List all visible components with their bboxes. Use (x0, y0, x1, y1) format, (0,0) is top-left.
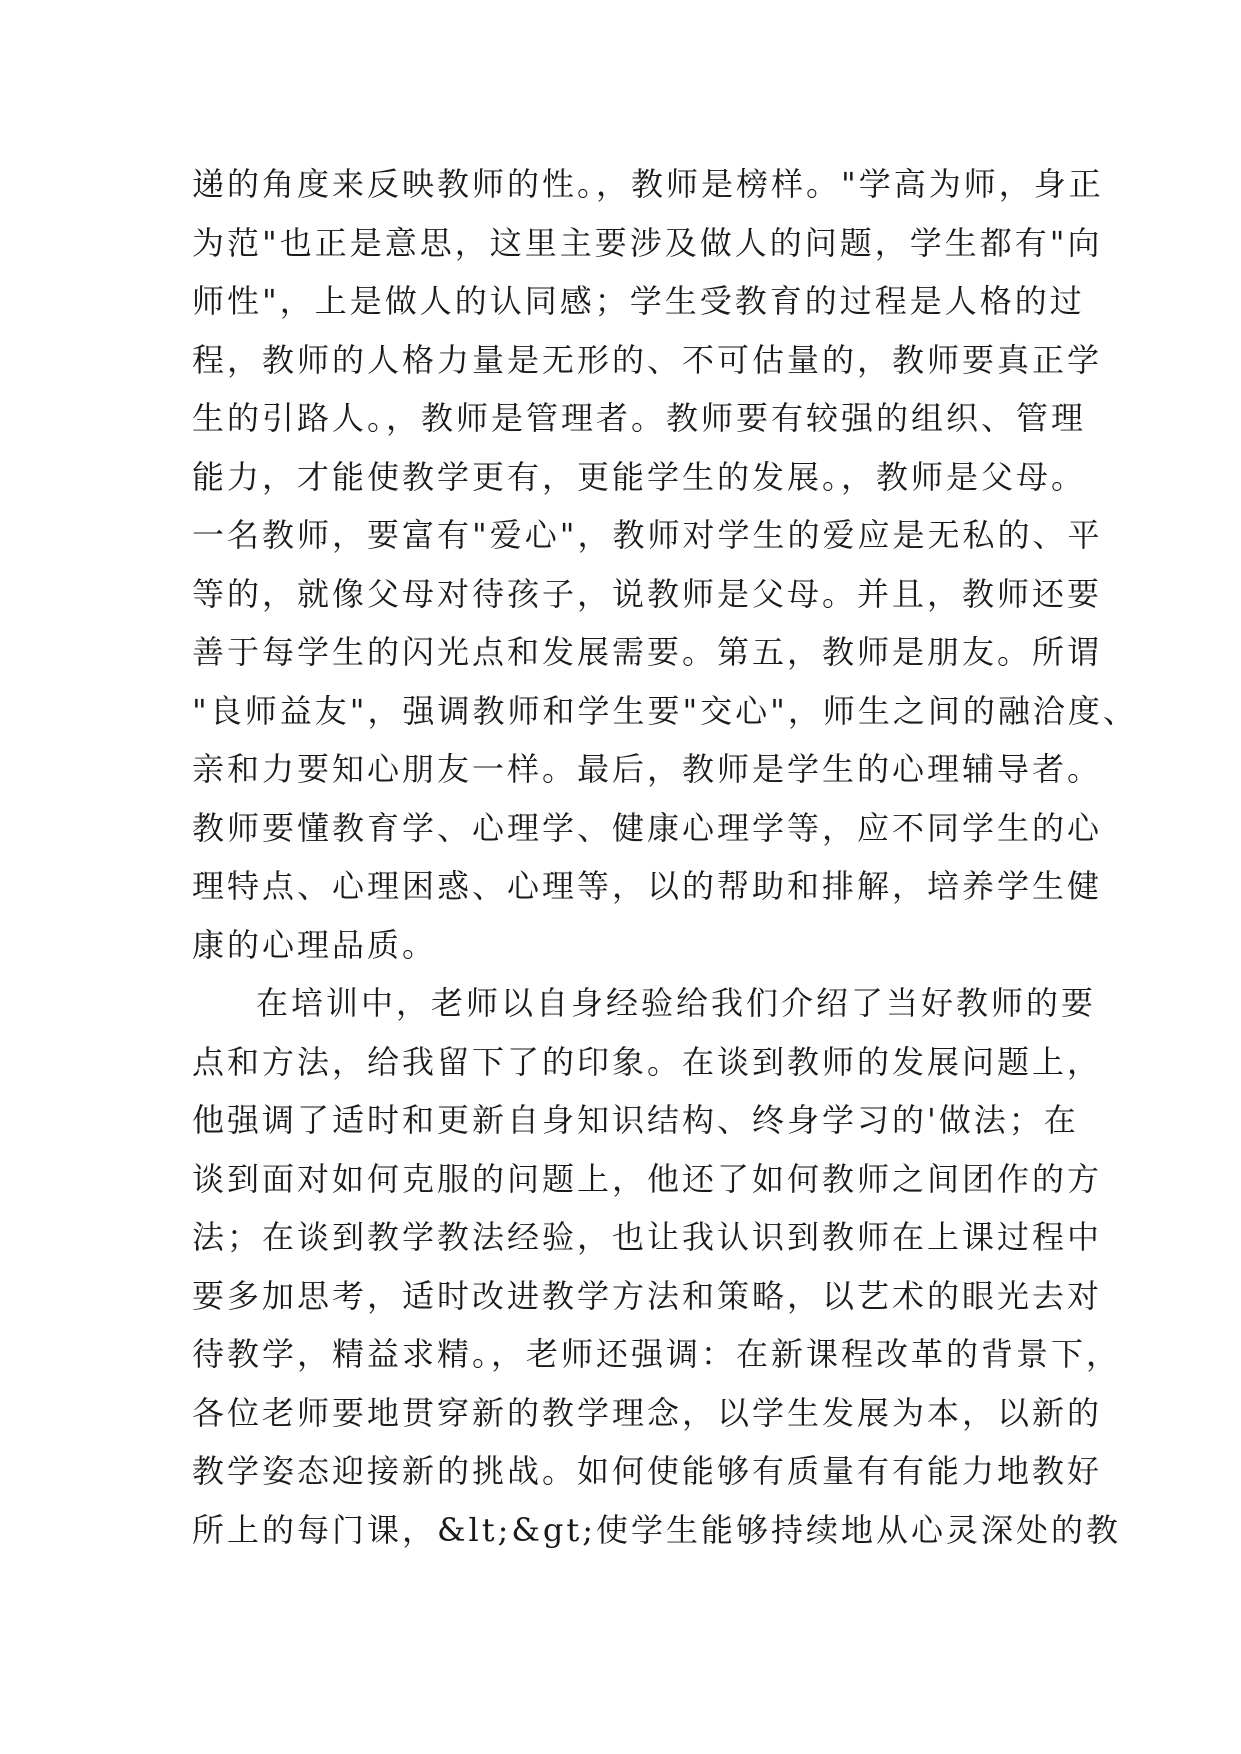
text-line: 亲和力要知心朋友一样。最后，教师是学生的心理辅导者。 (192, 750, 1103, 788)
text-line: 点和方法，给我留下了的印象。在谈到教师的发展问题上， (192, 1042, 1103, 1081)
paragraph-2 (192, 974, 1122, 1559)
text-line: 教学姿态迎接新的挑战。如何使能够有质量有有能力地教好 (192, 1452, 1103, 1490)
text-line: 生的引路人。，教师是管理者。教师要有较强的组织、管理 (192, 399, 1087, 437)
text-line: 康的心理品质。 (192, 925, 438, 964)
text-line: 一名教师，要富有"爱心"，教师对学生的爱应是无私的、平 (192, 516, 1103, 554)
text-line: 他强调了适时和更新自身知识结构、终身学习的'做法；在 (192, 1101, 1079, 1139)
paragraph-1 (192, 155, 1138, 974)
text-line: 谈到面对如何克服的问题上，他还了如何教师之间团作的方 (192, 1159, 1103, 1198)
text-line: 等的，就像父母对待孩子，说教师是父母。并且，教师还要 (192, 574, 1103, 613)
text-line: 师性"，上是做人的认同感；学生受教育的过程是人格的过 (192, 282, 1085, 320)
text-line: 善于每学生的闪光点和发展需要。第五，教师是朋友。所谓 (192, 633, 1103, 671)
text-line: 所上的每门课，&lt;&gt;使学生能够持续地从心灵深处的教 (192, 1510, 1121, 1549)
text-line: 递的角度来反映教师的性。，教师是榜样。"学高为师，身正 (192, 165, 1104, 203)
text-line: 为范"也正是意思，这里主要涉及做人的问题，学生都有"向 (192, 223, 1103, 262)
text-line: 能力，才能使教学更有，更能学生的发展。，教师是父母。 (192, 457, 1087, 496)
body-text (192, 155, 1138, 1559)
text-line: 待教学，精益求精。，老师还强调：在新课程改革的背景下， (192, 1335, 1122, 1373)
text-line: "良师益友"，强调教师和学生要"交心"，师生之间的融洽度、 (192, 691, 1138, 730)
text-line: 要多加思考，适时改进教学方法和策略，以艺术的眼光去对 (192, 1276, 1103, 1315)
text-line: 程，教师的人格力量是无形的、不可估量的，教师要真正学 (192, 340, 1103, 379)
text-line: 在培训中，老师以自身经验给我们介绍了当好教师的要 (256, 984, 1097, 1022)
text-line: 各位老师要地贯穿新的教学理念，以学生发展为本，以新的 (192, 1393, 1103, 1432)
text-line: 法；在谈到教学教法经验，也让我认识到教师在上课过程中 (192, 1218, 1103, 1256)
text-line: 理特点、心理困惑、心理等，以的帮助和排解，培养学生健 (192, 867, 1103, 905)
text-line: 教师要懂教育学、心理学、健康心理学等，应不同学生的心 (192, 808, 1103, 847)
